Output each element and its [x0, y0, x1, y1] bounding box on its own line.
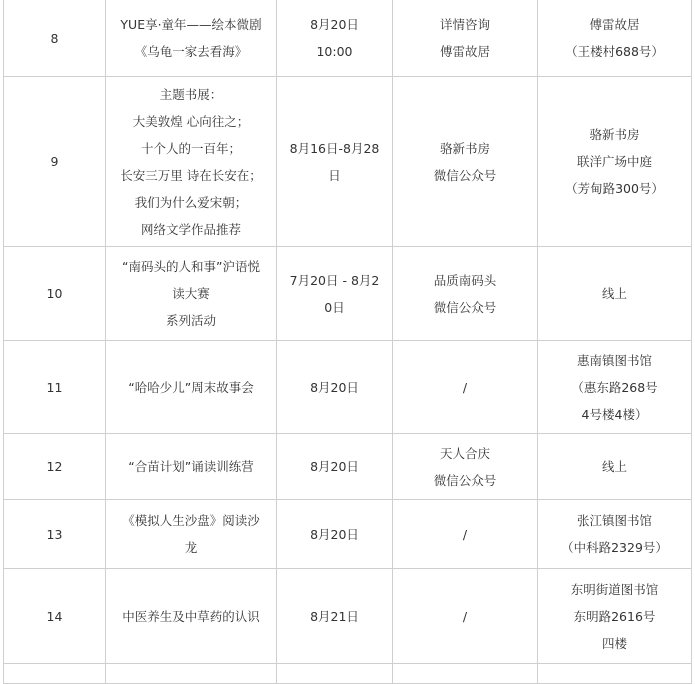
cell-booking-method	[393, 341, 538, 434]
cell-location-line: 东明路2616号	[573, 608, 656, 624]
cell-event-name-line: 十个人的一百年；	[140, 140, 241, 156]
cell-event-name	[106, 569, 277, 664]
cell-number: 12	[4, 434, 106, 500]
cell-event-name-line: 系列活动	[165, 313, 216, 328]
cell-event-name-line: 大美敦煌 心向往之；	[132, 113, 250, 129]
cell-event-time	[277, 247, 393, 341]
table-row	[4, 500, 692, 569]
cell-location-line: （芳甸路300号）	[565, 181, 664, 196]
cell-event-time	[277, 77, 393, 247]
cell-location-line: （王楼村688号）	[565, 44, 664, 59]
cell-number: 8	[4, 0, 106, 77]
cell-location	[538, 664, 692, 684]
table-row	[4, 0, 692, 77]
cell-location-line: 线上	[601, 286, 627, 301]
cell-number	[4, 664, 106, 684]
cell-booking-method-line: 微信公众号	[433, 299, 497, 315]
cell-booking-method-line: 傅雷故居	[439, 44, 490, 59]
cell-event-time	[277, 434, 393, 500]
cell-event-name-line: “哈哈少儿”周末故事会	[128, 379, 254, 395]
cell-booking-method-line: /	[462, 608, 468, 624]
cell-booking-method	[393, 434, 538, 500]
cell-event-time	[277, 569, 393, 664]
cell-booking-method-line: /	[462, 526, 468, 542]
cell-booking-method	[393, 664, 538, 684]
cell-number: 14	[4, 569, 106, 664]
cell-location-line: 惠南镇图书馆	[576, 352, 652, 368]
cell-location-line: 四楼	[601, 635, 627, 651]
cell-event-name	[106, 500, 277, 569]
cell-event-time	[277, 341, 393, 434]
cell-number: 10	[4, 247, 106, 341]
cell-location-line: 傅雷故居	[589, 17, 640, 32]
cell-location-line: 张江镇图书馆	[576, 513, 652, 528]
cell-event-name-line: 龙	[184, 540, 198, 555]
cell-event-time-line: 8月20日	[310, 379, 359, 395]
table-row	[4, 434, 692, 500]
cell-event-name	[106, 664, 277, 684]
cell-event-time-line: 10:00	[316, 44, 353, 59]
events-table-body	[4, 0, 692, 684]
cell-event-time	[277, 500, 393, 569]
cell-number: 11	[4, 341, 106, 434]
cell-event-name	[106, 341, 277, 434]
cell-event-name-line: “南码头的人和事”沪语悦	[122, 259, 260, 274]
cell-booking-method-line: 详情咨询	[439, 17, 490, 32]
table-row	[4, 569, 692, 664]
cell-location-line: 东明街道图书馆	[570, 581, 659, 597]
cell-event-name	[106, 0, 277, 77]
cell-event-time-line: 8月20日	[310, 17, 359, 32]
cell-location-line: 骆新书房	[589, 127, 640, 142]
cell-event-name-line: 《模拟人生沙盘》阅读沙	[122, 513, 260, 528]
cell-event-name-line: 中医养生及中草药的认识	[122, 608, 260, 624]
cell-location-line: 线上	[601, 459, 627, 474]
cell-booking-method-line: 骆新书房	[439, 140, 490, 156]
cell-event-name-line: 主题书展：	[159, 86, 223, 102]
cell-event-name-line: 我们为什么爱宋朝；	[134, 194, 248, 210]
cell-booking-method	[393, 569, 538, 664]
cell-event-name	[106, 247, 277, 341]
cell-event-time-line: 8月16日-8月28	[289, 140, 380, 156]
cell-event-name-line: YUE享·童年——绘本微剧	[120, 17, 262, 32]
cell-location-line: （中科路2329号）	[561, 540, 668, 555]
table-row	[4, 341, 692, 434]
cell-event-time-line: 0日	[324, 299, 345, 315]
cell-location-line: （惠东路268号	[571, 379, 658, 395]
cell-event-time	[277, 664, 393, 684]
cell-booking-method-line: 天人合庆	[439, 445, 490, 461]
cell-booking-method-line: 品质南码头	[433, 272, 497, 288]
cell-booking-method	[393, 247, 538, 341]
cell-event-time	[277, 0, 393, 77]
cell-location	[538, 500, 692, 569]
cell-location	[538, 77, 692, 247]
table-row	[4, 247, 692, 341]
cell-booking-method	[393, 500, 538, 569]
cell-event-name	[106, 434, 277, 500]
cell-event-time-line: 8月21日	[310, 608, 359, 624]
cell-number: 13	[4, 500, 106, 569]
cell-booking-method-line: 微信公众号	[433, 472, 497, 488]
cell-event-time-line: 8月20日	[310, 526, 359, 542]
cell-number: 9	[4, 77, 106, 247]
cell-event-name-line: 《乌龟一家去看海》	[134, 44, 248, 59]
cell-event-name-line: 长安三万里 诗在长安在；	[120, 167, 262, 183]
cell-event-time-line: 日	[328, 167, 341, 183]
cell-event-time-line: 8月20日	[310, 459, 359, 474]
cell-booking-method	[393, 0, 538, 77]
cell-location-line: 4号楼4楼）	[581, 406, 648, 422]
cell-location	[538, 341, 692, 434]
cell-booking-method-line: 微信公众号	[433, 167, 497, 183]
cell-location	[538, 0, 692, 77]
cell-event-name-line: “合苗计划”诵读训练营	[128, 459, 254, 474]
table-row	[4, 77, 692, 247]
cell-location-line: 联洋广场中庭	[576, 154, 652, 169]
cell-booking-method	[393, 77, 538, 247]
events-table	[3, 0, 692, 684]
cell-booking-method-line: /	[462, 379, 468, 395]
table-row	[4, 664, 692, 684]
cell-event-name-line: 读大赛	[172, 286, 210, 301]
cell-event-time-line: 7月20日 - 8月2	[289, 272, 380, 288]
cell-location	[538, 569, 692, 664]
cell-event-name-line: 网络文学作品推荐	[140, 221, 241, 237]
cell-location	[538, 247, 692, 341]
cell-event-name	[106, 77, 277, 247]
cell-location	[538, 434, 692, 500]
